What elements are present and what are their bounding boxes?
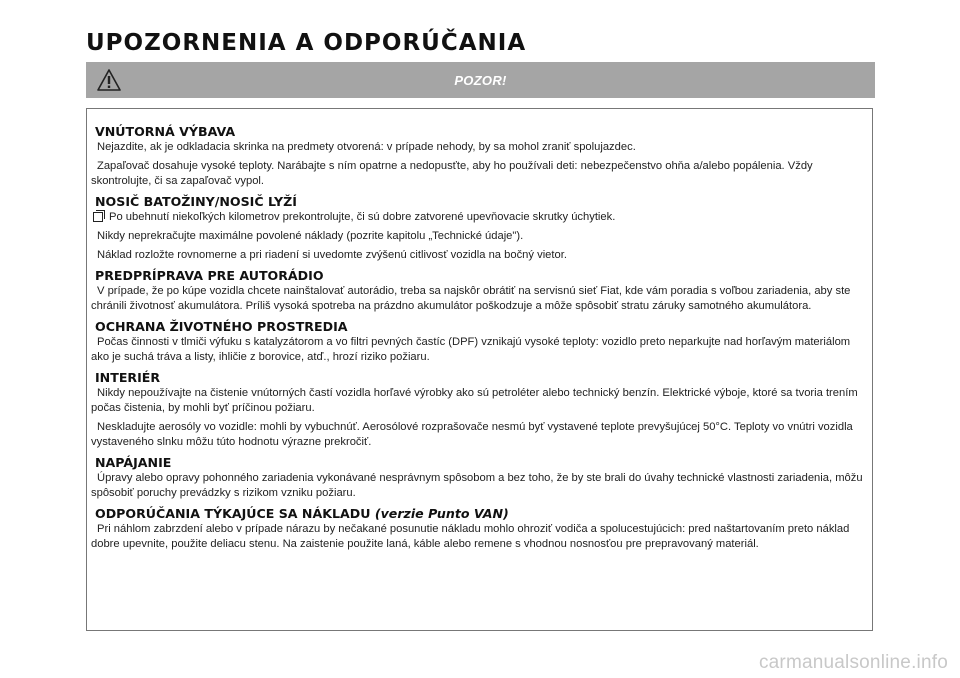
- section-heading-interier: INTERIÉR: [95, 370, 161, 385]
- section-heading-vnutorna-vybava: VNÚTORNÁ VÝBAVA: [95, 124, 236, 139]
- page-title: UPOZORNENIA A ODPORÚČANIA: [86, 30, 527, 56]
- paragraph: Pri náhlom zabrzdení alebo v prípade nárazu by nečakané posunutie nákladu mohlo ohroziť vodiča a spolucestujúcich: pred naštartovaním preto náklad dobre upevnite, použite deliacu stenu. Na zaistenie použite laná, káble alebo remene s vhodnou nosnosťou pre prepravovaný materiál.: [91, 523, 850, 550]
- warning-label: POZOR!: [454, 72, 507, 88]
- bullet-item: [91, 210, 868, 225]
- paragraph: Zapaľovač dosahuje vysoké teploty. Narábajte s ním opatrne a nedopusťte, aby ho používali deti: nebezpečenstvo ohňa a/alebo popálenia. Vždy skontrolujte, či sa zapaľovač vypol.: [91, 160, 813, 187]
- watermark: carmanualsonline.info: [758, 652, 948, 673]
- paragraph: Nikdy neprekračujte maximálne povolené náklady (pozrite kapitolu „Technické údaje").: [97, 230, 524, 242]
- section-heading-naklad-text: ODPORÚČANIA TÝKAJÚCE SA NÁKLADU: [95, 506, 371, 521]
- section-heading-nosic: NOSIČ BATOŽINY/NOSIČ LYŽÍ: [95, 194, 297, 209]
- checkbox-bullet-icon: [93, 212, 103, 222]
- bullet-text: Po ubehnutí niekoľkých kilometrov prekontrolujte, či sú dobre zatvorené upevňovacie skrutky úchytiek.: [109, 211, 616, 223]
- paragraph: Nikdy nepoužívajte na čistenie vnútorných častí vozidla horľavé výrobky ako sú petroléter alebo technický benzín. Elektrické výboje, ktoré sa tvoria trením počas čistenia, by mohli byť príčinou požiaru.: [91, 387, 858, 414]
- section-heading-napajanie: NAPÁJANIE: [95, 455, 172, 470]
- warnings-content-box: [86, 108, 873, 631]
- paragraph: V prípade, že po kúpe vozidla chcete nainštalovať autorádio, treba sa najskôr obrátiť na servisnú sieť Fiat, kde vám poradia s voľbou zariadenia, aby ste chránili životnosť akumulátora. Príliš vysoká spotreba na prázdno akumulátor poškodzuje a môže spôsobiť stratu záruky samotného akumulátora.: [91, 285, 851, 312]
- paragraph: Počas činnosti v tlmiči výfuku s katalyzátorom a vo filtri pevných častíc (DPF) vznikajú vysoké teploty: vozidlo preto neparkujte nad horľavým materiálom ako je suchá tráva a listy, ihličie z borovice, atď., hrozí riziko požiaru.: [91, 336, 851, 363]
- section-heading-naklad: [95, 506, 868, 522]
- paragraph: Neskladujte aerosóly vo vozidle: mohli by vybuchnúť. Aerosólové rozprašovače nesmú byť vystavené teplote prevyšujúcej 50°C. Teploty vo vnútri vozidla vystaveného slnku môžu túto hodnotu výrazne prekročiť.: [91, 421, 853, 448]
- section-heading-autoradio: PREDPRÍPRAVA PRE AUTORÁDIO: [95, 268, 324, 283]
- warning-triangle-icon: [97, 69, 121, 91]
- section-heading-ochrana: OCHRANA ŽIVOTNÉHO PROSTREDIA: [95, 319, 348, 334]
- paragraph: Úpravy alebo opravy pohonného zariadenia vykonávané nesprávnym spôsobom a bez toho, že by ste brali do úvahy technické vlastnosti zariadenia, môžu spôsobiť poruchy prevádzky s rizikom vzniku požiaru.: [91, 472, 863, 499]
- vehicle-version-note: (verzie Punto VAN): [374, 506, 509, 521]
- paragraph: Náklad rozložte rovnomerne a pri riadení si uvedomte zvýšenú citlivosť vozidla na bočný vietor.: [97, 249, 567, 261]
- warning-bar: [86, 62, 875, 98]
- paragraph: Nejazdite, ak je odkladacia skrinka na predmety otvorená: v prípade nehody, by sa mohol zraniť spolujazdec.: [97, 141, 636, 153]
